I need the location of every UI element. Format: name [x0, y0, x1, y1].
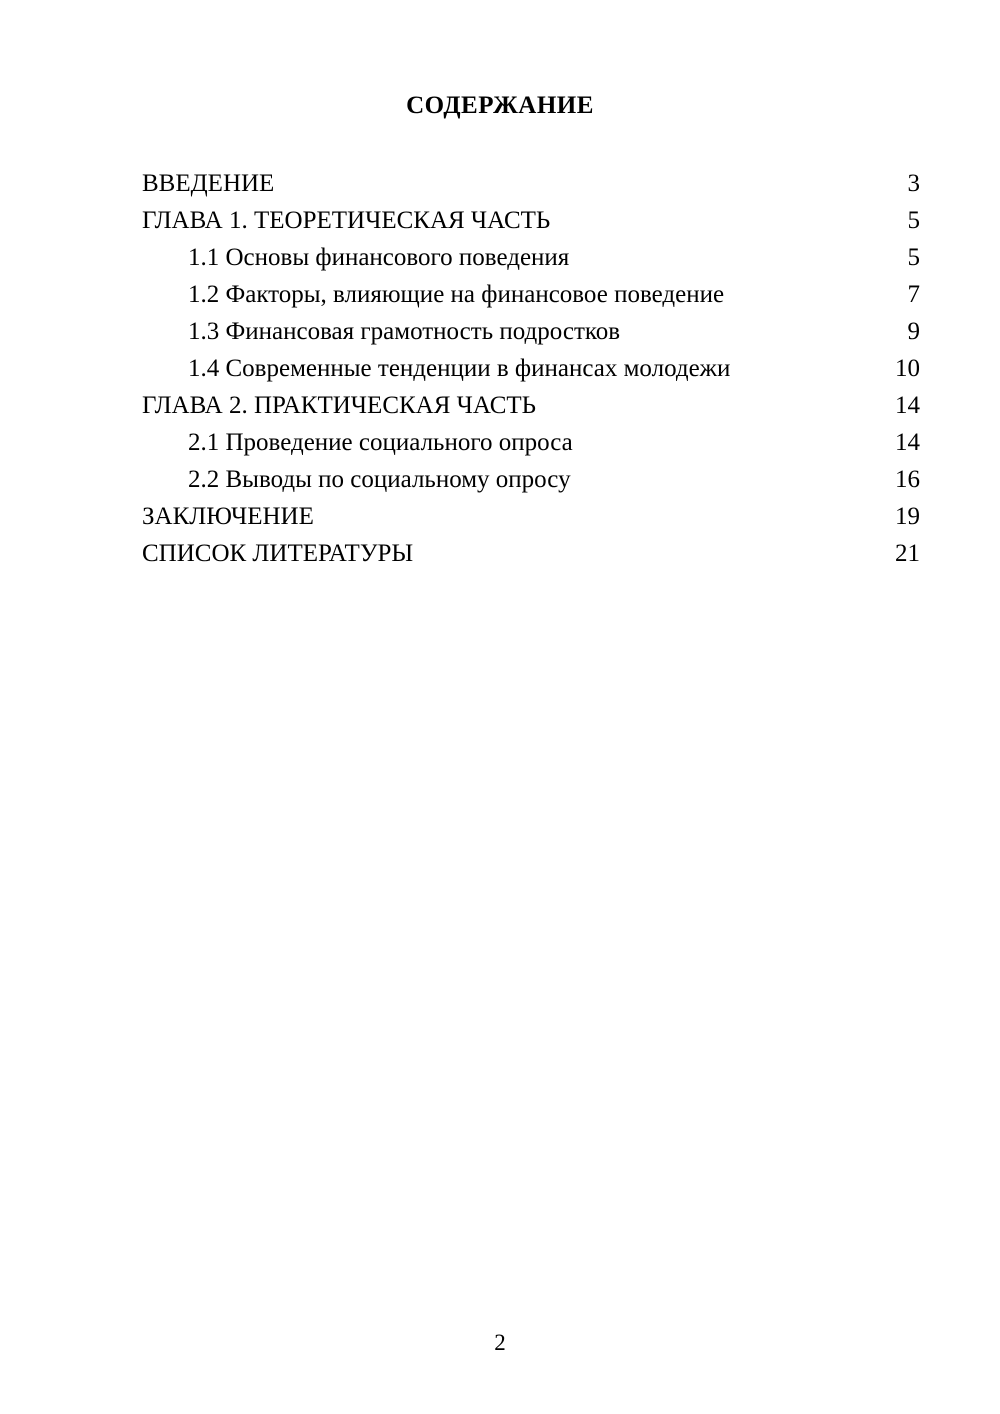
toc-entry-page: 5: [907, 244, 920, 271]
toc-entry-page: 19: [895, 503, 920, 530]
toc-entry-label: 2.2 Выводы по социальному опросу: [188, 466, 571, 493]
toc-entry-label: ВВЕДЕНИЕ: [142, 170, 275, 197]
toc-entry[interactable]: [142, 424, 920, 461]
toc-entry[interactable]: [142, 202, 920, 239]
toc-entry-label: ГЛАВА 2. ПРАКТИЧЕСКАЯ ЧАСТЬ: [142, 392, 537, 419]
toc-entry-page: 5: [907, 207, 920, 234]
toc-entry[interactable]: [142, 387, 920, 424]
toc-entry[interactable]: [142, 276, 920, 313]
toc-entry-page: 21: [895, 540, 920, 567]
toc-entry-page: 3: [907, 170, 920, 197]
toc-entry-label: 2.1 Проведение социального опроса: [188, 429, 573, 456]
toc-entry[interactable]: [142, 165, 920, 202]
toc-entry-page: 10: [895, 355, 920, 382]
table-of-contents: [142, 165, 920, 572]
page-number-footer: 2: [494, 1330, 506, 1355]
toc-entry-page: 7: [907, 281, 920, 308]
toc-entry-page: 16: [895, 466, 920, 493]
toc-entry[interactable]: [142, 498, 920, 535]
toc-entry[interactable]: [142, 313, 920, 350]
toc-entry-label: 1.2 Факторы, влияющие на финансовое поведение: [188, 281, 725, 308]
toc-entry-page: 14: [895, 392, 920, 419]
toc-entry-page: 14: [895, 429, 920, 456]
page-title: СОДЕРЖАНИЕ: [406, 92, 594, 119]
toc-entry-label: ГЛАВА 1. ТЕОРЕТИЧЕСКАЯ ЧАСТЬ: [142, 207, 551, 234]
toc-entry-label: ЗАКЛЮЧЕНИЕ: [142, 503, 314, 530]
toc-entry[interactable]: [142, 535, 920, 572]
toc-entry-label: 1.4 Современные тенденции в финансах молодежи: [188, 355, 731, 382]
toc-entry[interactable]: [142, 239, 920, 276]
toc-entry[interactable]: [142, 350, 920, 387]
toc-entry-label: 1.3 Финансовая грамотность подростков: [188, 318, 621, 345]
toc-entry-label: СПИСОК ЛИТЕРАТУРЫ: [142, 540, 414, 567]
toc-entry[interactable]: [142, 461, 920, 498]
toc-entry-page: 9: [907, 318, 920, 345]
toc-entry-label: 1.1 Основы финансового поведения: [188, 244, 570, 271]
